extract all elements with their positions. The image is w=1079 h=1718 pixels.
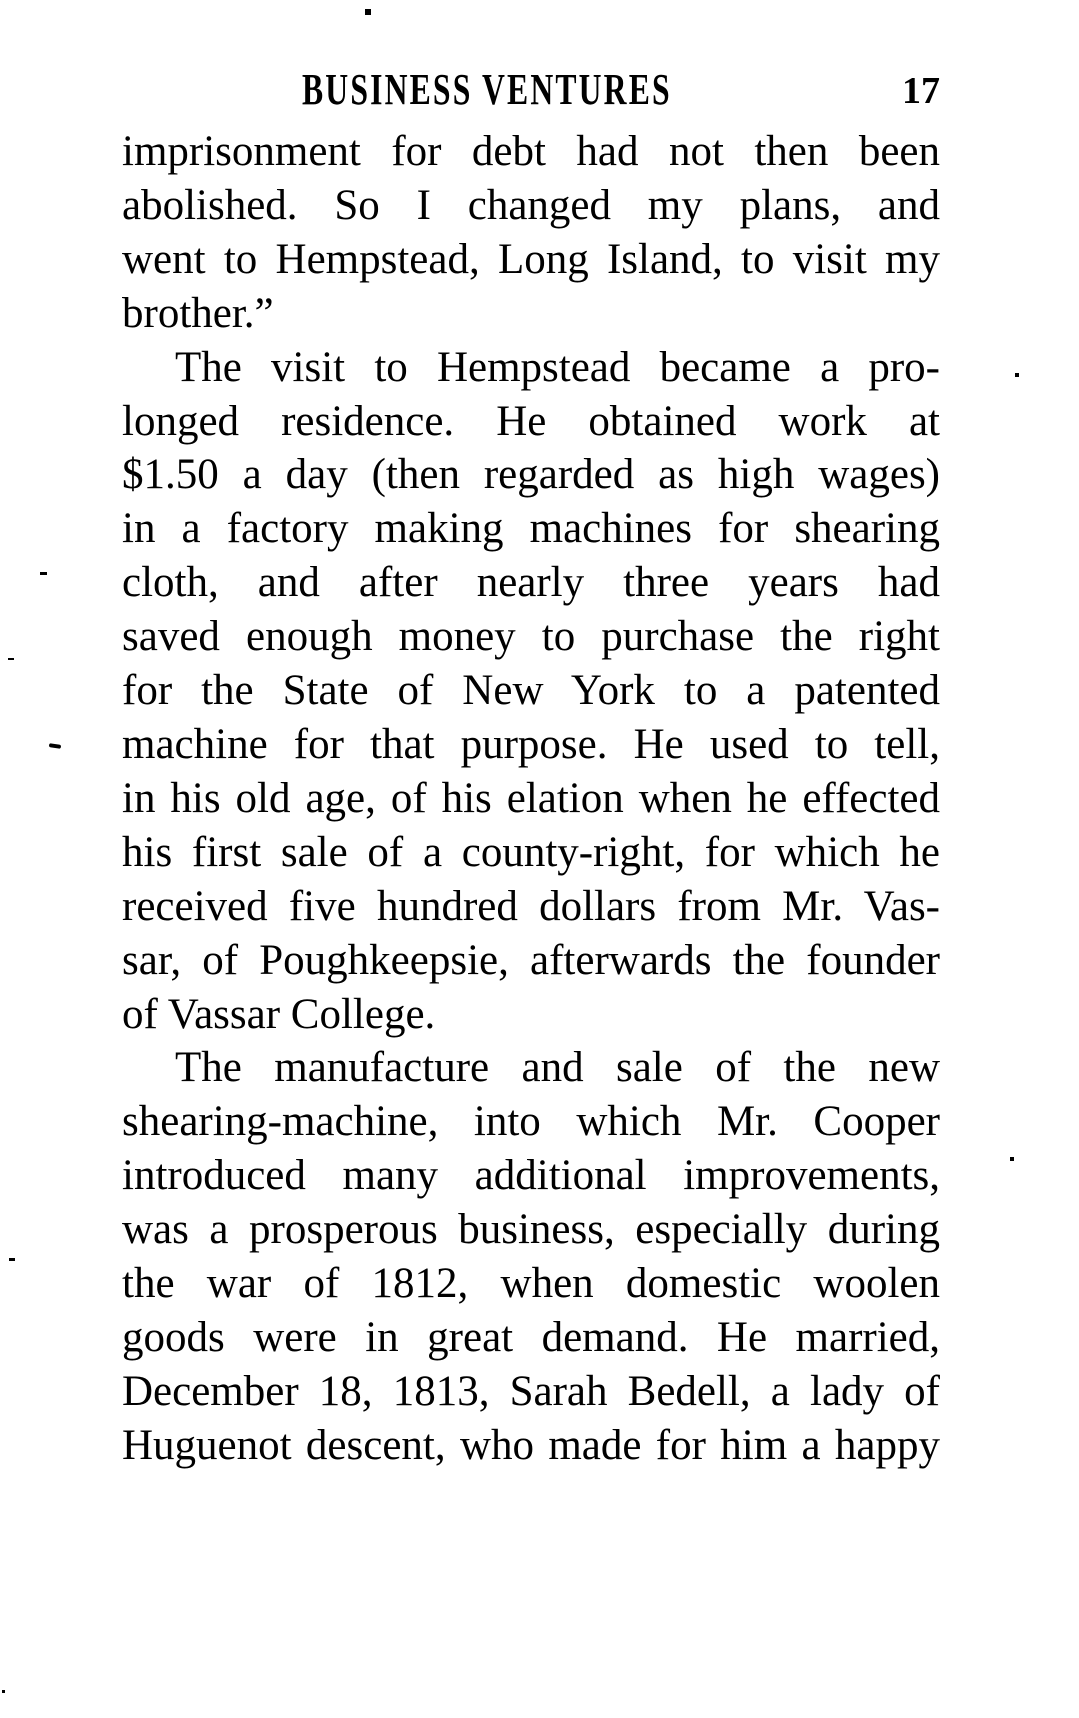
text-line: of Vassar College.: [122, 990, 436, 1038]
text-line: cloth, and after nearly three years had: [122, 559, 940, 607]
scan-speck: [8, 658, 14, 660]
text-line: in a factory making machines for shearing: [122, 505, 940, 553]
text-line: saved enough money to purchase the right: [122, 613, 940, 661]
text-line: was a prosperous business, especially during: [122, 1206, 940, 1254]
text-line: goods were in great demand. He married,: [122, 1313, 940, 1361]
text-line: abolished. So I changed my plans, and: [122, 181, 940, 229]
running-header-title: BUSINESS VENTURES: [302, 65, 672, 114]
page-number: 17: [902, 70, 940, 112]
text-line: shearing-machine, into which Mr. Cooper: [122, 1098, 940, 1146]
text-line: the war of 1812, when domestic woolen: [122, 1260, 940, 1308]
text-line: The manufacture and sale of the new: [175, 1044, 940, 1092]
text-line: went to Hempstead, Long Island, to visit my: [122, 235, 940, 283]
running-header: [122, 65, 940, 114]
scan-speck: [49, 743, 61, 749]
page-text: [122, 125, 940, 1473]
text-line: imprisonment for debt had not then been: [122, 128, 940, 175]
scan-speck: [365, 9, 371, 15]
text-line: The visit to Hempstead became a pro-: [175, 343, 940, 391]
scan-speck: [1015, 373, 1019, 377]
text-line: received five hundred dollars from Mr. Vas-: [122, 882, 940, 930]
scan-speck: [9, 1258, 15, 1261]
text-line: longed residence. He obtained work at: [122, 397, 940, 445]
text-line: for the State of New York to a patented: [122, 667, 940, 715]
text-line: his first sale of a county-right, for which he: [122, 828, 940, 876]
text-line: Huguenot descent, who made for him a happy: [122, 1421, 940, 1469]
scan-speck: [40, 572, 47, 575]
text-line: $1.50 a day (then regarded as high wages): [122, 451, 940, 499]
text-line: in his old age, of his elation when he effected: [122, 774, 940, 822]
scan-speck: [2, 1690, 5, 1693]
text-line: sar, of Poughkeepsie, afterwards the founder: [122, 936, 940, 984]
text-line: brother.”: [122, 289, 274, 337]
text-line: machine for that purpose. He used to tell,: [122, 720, 940, 768]
text-line: introduced many additional improvements,: [122, 1152, 940, 1200]
text-line: December 18, 1813, Sarah Bedell, a lady of: [122, 1367, 940, 1415]
scan-speck: [1010, 1157, 1014, 1161]
